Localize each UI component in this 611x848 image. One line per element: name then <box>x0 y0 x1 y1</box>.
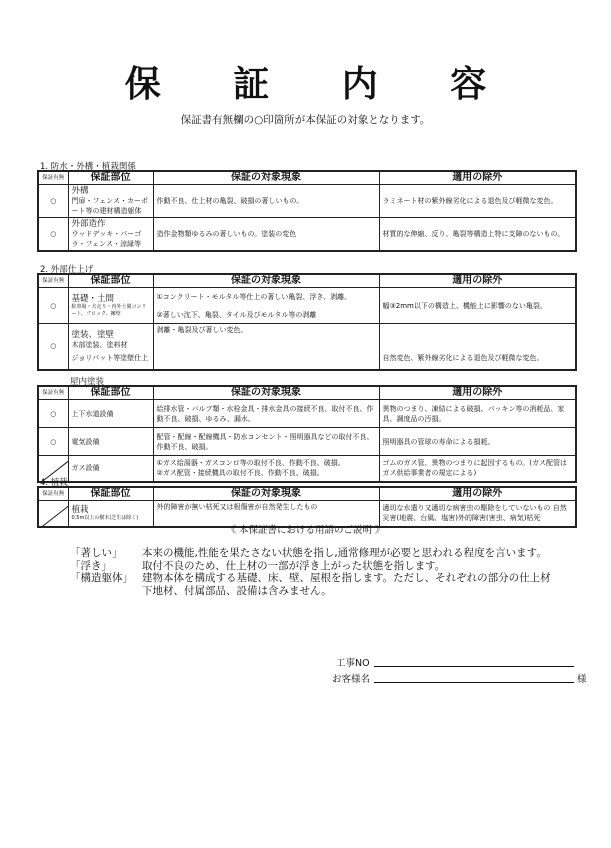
phenomenon-cell: 造作金物類ゆるみの著しいもの。塗装の変色 <box>153 218 379 252</box>
term-definition: 建物本体を構成する基礎、床、壁、屋根を指します。ただし、それぞれの部分の仕上材 <box>142 572 551 584</box>
part-sub: ウッドデッキ・パーゴラ・フェンス・涼縁等 <box>71 230 142 248</box>
part-sub-2: ジョリパット等塗壁仕上 <box>71 353 149 362</box>
phenomenon-cell <box>153 456 379 482</box>
part-sub: 0.5m以上の樹木(芝生は除く) <box>71 514 139 521</box>
part-main: 電気設備 <box>68 428 153 456</box>
table-row <box>38 324 576 370</box>
part-main: ガス設備 <box>68 456 153 482</box>
header-exclusion: 適用の除外 <box>379 487 576 501</box>
presence-mark: ○ <box>38 400 68 428</box>
construction-no-field[interactable] <box>374 666 574 667</box>
part-main: 基礎・土間 <box>71 293 115 304</box>
exclusion-cell: 自然変色、紫外線劣化による退色及び軽微な変色。 <box>379 324 576 370</box>
exclusion-cell: ゴムのガス管、異物のつまりに起因するもの。(ガス配管は ガス供給事業者の規定による) <box>379 456 576 482</box>
phenomenon-1: ①ガス給湯器・ガスコンロ等の取付不良、作動不良、破損。 <box>156 459 345 468</box>
section-4-title: 4. 植栽 <box>40 478 68 488</box>
term-label: 「構造躯体」 <box>70 572 133 584</box>
section-2-title: 2. 外部仕上げ <box>40 265 94 275</box>
table-row <box>38 185 576 218</box>
header-part: 保証部位 <box>68 171 153 185</box>
term-row <box>70 585 582 598</box>
term-label: 「著しい」 <box>70 547 123 559</box>
customer-name-field[interactable] <box>374 682 574 683</box>
part-cell <box>68 324 153 370</box>
presence-mark: ○ <box>38 288 68 324</box>
table-row <box>38 218 576 252</box>
exclusion-cell: 照明器具の管球の寿命による損耗。 <box>379 428 576 456</box>
part-main: 植栽 <box>71 504 89 515</box>
exclusion-cell: 幅③2mm以下の構造上、機能上に影響のない亀裂。 <box>379 288 576 324</box>
header-phenomenon: 保証の対象現象 <box>153 274 379 288</box>
term-row <box>70 547 582 560</box>
section-3-title: 屋内塗装 <box>70 377 105 387</box>
term-definition: 本来の機能,性能を果たさない状態を指し,通常修理が必要と思われる程度を言います。 <box>142 547 547 559</box>
header-exclusion: 適用の除外 <box>379 274 576 288</box>
part-sub: 門扉・フェンス・カーポート等の建材構造躯体 <box>71 197 148 215</box>
term-definition: 取付不良のため、仕上材の一部が浮き上がった状態を指します。 <box>142 559 446 572</box>
table-row <box>38 456 576 482</box>
customer-name-label: お客様名 <box>332 674 371 685</box>
table-row <box>38 288 576 324</box>
part-main: 塗装、塗壁 <box>71 329 115 340</box>
exclusion-cell: 異物のつまり、凍結による破損、パッキン等の消耗品、家具、調度品の汚損。 <box>379 400 576 428</box>
presence-mark: ○ <box>38 185 68 218</box>
part-cell <box>68 185 153 218</box>
phenomenon-cell: 作動不良、仕上材の亀裂、破損の著しいもの。 <box>153 185 379 218</box>
header-presence: 保証有無 <box>38 487 68 501</box>
part-main: 外構 <box>71 186 89 196</box>
header-part: 保証部位 <box>68 274 153 288</box>
part-cell <box>68 218 153 252</box>
phenomenon-2: ②ガス配管・接続機具の取付不良、作動不良、破損。 <box>156 469 324 478</box>
phenomenon-cell: 外的障害が無い枯死又は根傷害が自然発生したもの <box>153 501 379 527</box>
phenomenon-1: ①コンクリート・モルタル等仕上の著しい亀裂、浮き、剥離。 <box>156 292 352 301</box>
term-row <box>70 572 582 585</box>
header-presence: 保証有無 <box>38 386 68 400</box>
table-header-row <box>38 171 576 185</box>
page-subtitle: 保証書有無欄の○印箇所が本保証の対象となります。 <box>180 114 431 126</box>
phenomenon-cell: 剥離・亀裂及び著しい変色。 <box>153 324 379 370</box>
header-part: 保証部位 <box>68 487 153 501</box>
table-header-row <box>38 386 576 400</box>
part-main: 外部造作 <box>71 219 106 229</box>
header-phenomenon: 保証の対象現象 <box>153 386 379 400</box>
phenomenon-cell: 給排水管・バルブ類・水栓金具・排水金具の接続不良、取付不良、作動不良、破損、ゆるみ、漏水。 <box>153 400 379 428</box>
header-phenomenon: 保証の対象現象 <box>153 487 379 501</box>
table-header-row <box>38 487 576 501</box>
section-2-table <box>37 273 577 371</box>
exclusion-cell: 材質的な伸縮、反り、亀裂等構造上特に支障のないもの。 <box>379 218 576 252</box>
construction-no-label: 工事NO <box>336 658 370 669</box>
header-part: 保証部位 <box>68 386 153 400</box>
honorific-label: 様 <box>577 674 587 685</box>
header-exclusion: 適用の除外 <box>379 386 576 400</box>
phenomenon-cell <box>153 288 379 324</box>
table-row <box>38 400 576 428</box>
term-row <box>70 560 582 573</box>
section-1-title: 1. 防水・外構・植栽関係 <box>40 162 136 172</box>
terms-list <box>70 547 582 597</box>
section-3-table <box>37 385 577 483</box>
presence-mark: ○ <box>38 428 68 456</box>
phenomenon-cell: 配管・配線・配線機具・防水コンセント・照明器具などの取付不良、作動不良、破損。 <box>153 428 379 456</box>
section-1-table <box>37 170 577 252</box>
part-main: 上下水道設備 <box>68 400 153 428</box>
header-exclusion: 適用の除外 <box>379 171 576 185</box>
term-label <box>70 585 142 598</box>
presence-mark: ○ <box>38 218 68 252</box>
part-sub: 木部塗装、塗料材 <box>71 340 128 349</box>
phenomenon-2: ②著しい沈下、亀裂、タイル及びモルタル等の剥離 <box>156 310 317 319</box>
presence-mark: ○ <box>38 324 68 370</box>
table-header-row <box>38 274 576 288</box>
header-phenomenon: 保証の対象現象 <box>153 171 379 185</box>
table-row <box>38 428 576 456</box>
exclusion-cell: ラミネート材の紫外線劣化による退色及び軽微な変色。 <box>379 185 576 218</box>
part-sub: 駐車場・犬走り・内外土間コンリート、ブロック、擁壁 <box>71 303 147 317</box>
part-cell <box>68 288 153 324</box>
term-label: 「浮き」 <box>70 559 112 572</box>
page-title: 保 証 内 容 <box>124 64 517 105</box>
exclusion-cell: 適切な水遣り又適切な病害虫の駆除をしていないもの 自然災害(地震、台風、塩害)外的障害(害虫、病気)枯死 <box>379 501 576 527</box>
header-presence: 保証有無 <box>38 171 68 185</box>
term-definition: 下地材、付属部品、設備は含みません。 <box>142 584 332 597</box>
header-presence: 保証有無 <box>38 274 68 288</box>
notes-title: 《 本保証書における用語のご説明 》 <box>226 525 385 536</box>
